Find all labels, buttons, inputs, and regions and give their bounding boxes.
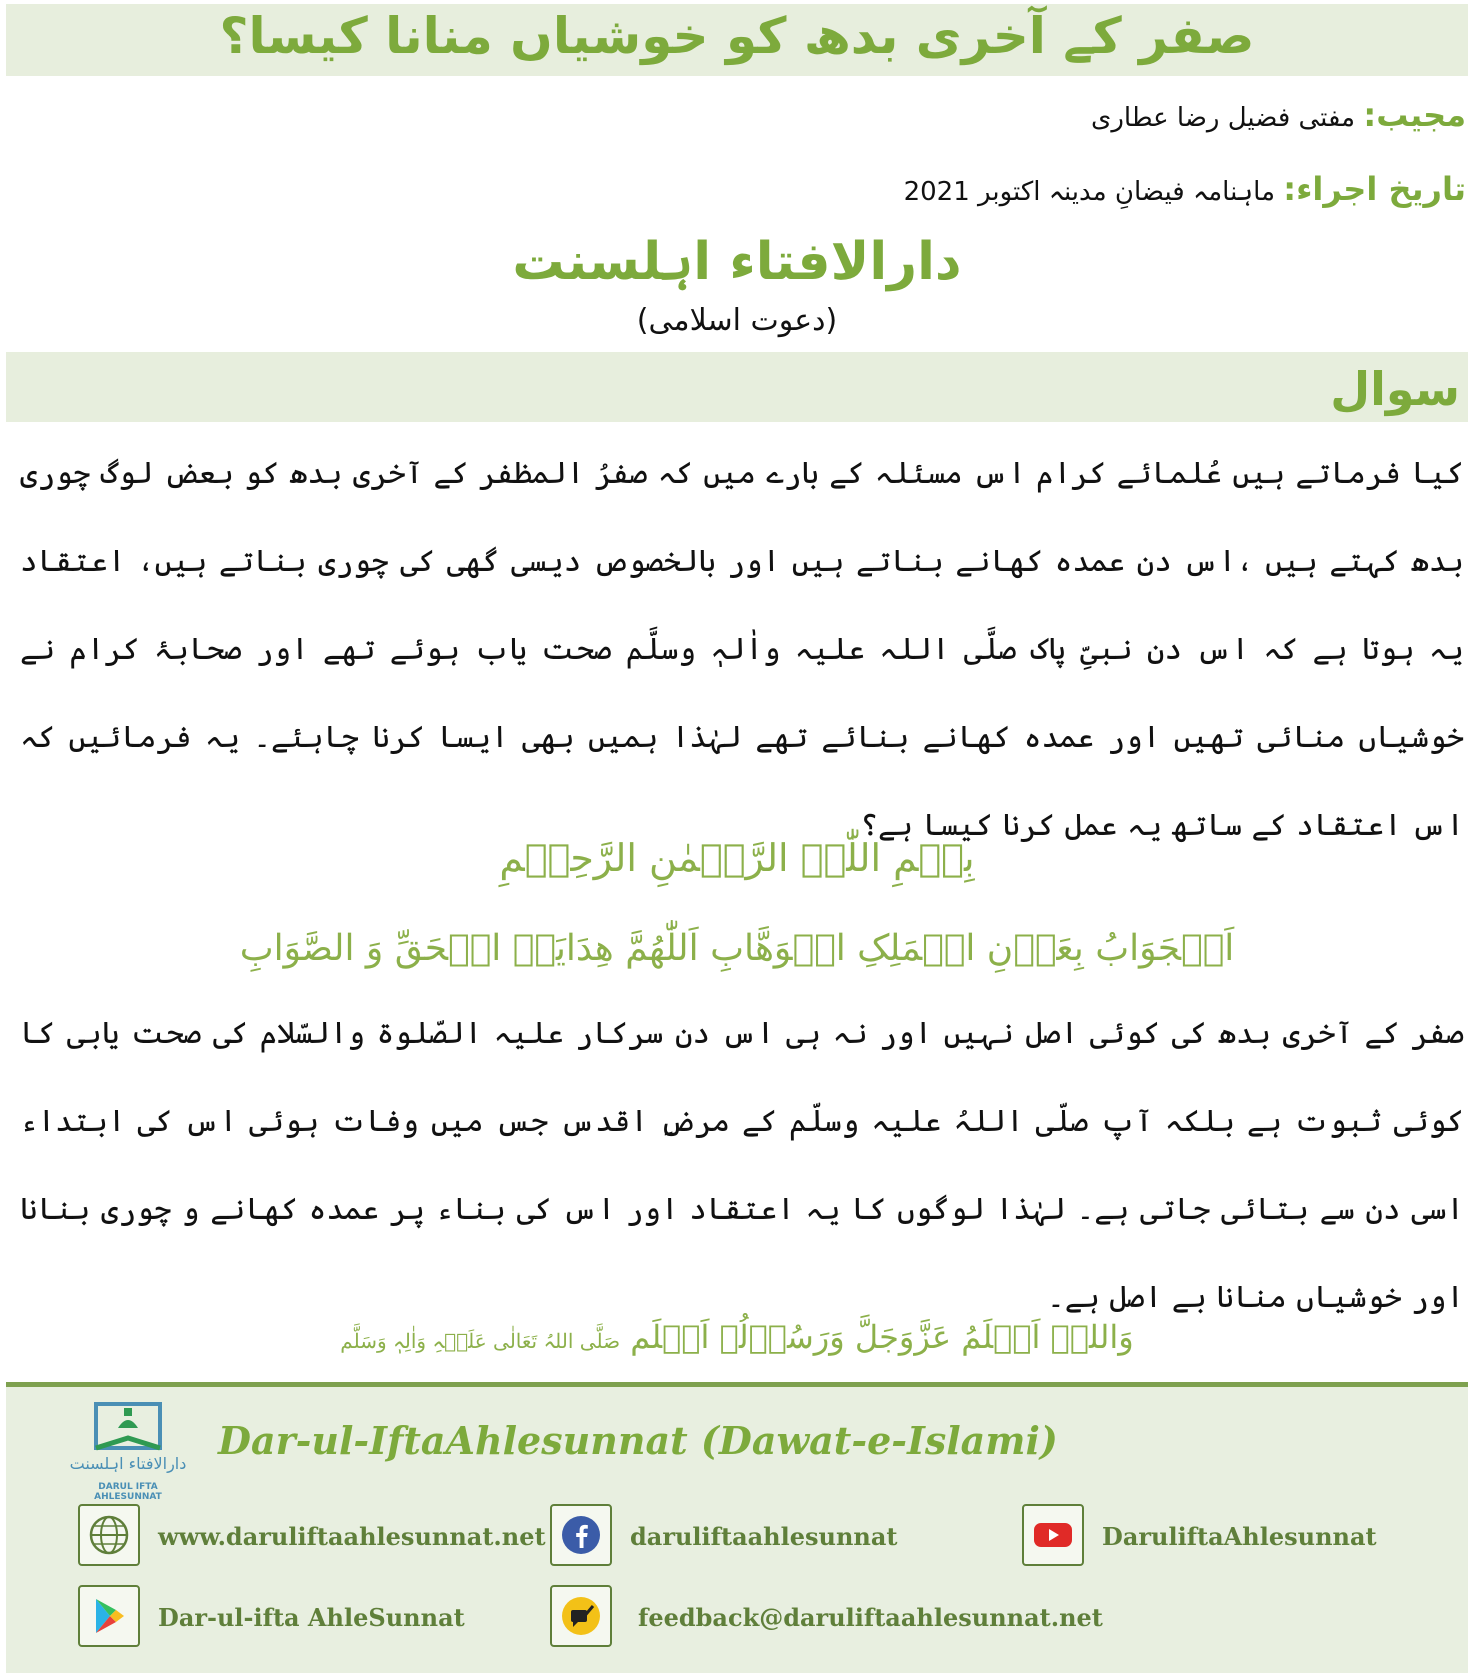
organization-sub: (دعوت اسلامی)	[636, 303, 838, 338]
feedback-button[interactable]	[550, 1585, 612, 1647]
question-band	[6, 352, 1468, 422]
mujeeb-value: مفتی فضیل رضا عطاری	[1090, 103, 1356, 133]
logo	[66, 1398, 190, 1502]
playstore-button[interactable]	[78, 1585, 140, 1647]
question-heading: سوال	[1330, 362, 1460, 416]
feedback-icon	[560, 1595, 602, 1637]
closing-main: وَاللہُ اَعۡلَمُ عَزَّوَجَلَّ وَرَسُوۡلُہ اَعۡلَم	[630, 1318, 1134, 1356]
answer-text: صفر کے آخری بدھ کی کوئی اصل نہیں اور نہ ہی اس دن سرکار علیہ الصّلوۃ والسّلام کی صحت یابی کا کوئی ثبوت ہے بلکہ آپ صلّی اللہُ علیہ وسلّم کے مرضِ اقدس جس میں وفات ہوئی اس کی ابتداء اسی دن سے بتائی جاتی ہے۔ لہٰذا لوگوں کا یہ اعتقاد اور اس کی بناء پر عمدہ کھانے و چوری بنانا اور خوشیاں منانا بے اصل ہے۔	[20, 1016, 1464, 1315]
youtube-button[interactable]	[1022, 1504, 1084, 1566]
website-link[interactable]: www.daruliftaahlesunnat.net	[158, 1522, 546, 1551]
play-store-icon	[88, 1595, 130, 1637]
date-value: ماہنامہ فیضانِ مدینہ اکتوبر 2021	[903, 177, 1275, 207]
date-label: تاریخ اجراء:	[1283, 170, 1466, 208]
facebook-icon	[560, 1514, 602, 1556]
question-text: کیا فرماتے ہیں عُلمائے کرام اس مسئلہ کے بارے میں کہ صفرُ المظفر کے آخری بدھ کو بعض لوگ چوری بدھ کہتے ہیں ،اس دن عمدہ کھانے بناتے ہیں اور بالخصوص دیسی گھی کی چوری بناتے ہیں، اعتقاد یہ ہوتا ہے کہ اس دن نبیِّ پاک صلَّی اللہ علیہ واٰلہٖ وسلَّم صحت یاب ہوئے تھے اور صحابۂ کرام نے خوشیاں منائی تھیں اور عمدہ کھانے بنائے تھے لہٰذا ہمیں بھی ایسا کرنا چاہئے۔ یہ فرمائیں کہ اس اعتقاد کے ساتھ یہ عمل کرنا کیسا ہے؟	[20, 456, 1464, 843]
youtube-link[interactable]: DaruliftaAhlesunnat	[1102, 1522, 1377, 1551]
website-button[interactable]	[78, 1504, 140, 1566]
youtube-icon	[1032, 1514, 1074, 1556]
bismillah: بِسۡمِ اللّٰہِ الرَّحۡمٰنِ الرَّحِیۡمِ	[499, 836, 975, 880]
brand-name: Dar-ul-IftaAhlesunnat (Dawat-e-Islami)	[218, 1418, 1058, 1463]
mujeeb-label: مجیب:	[1363, 96, 1466, 134]
page-title: صفر کے آخری بدھ کو خوشیاں منانا کیسا؟	[219, 7, 1255, 65]
closing-small: صَلَّی اللہُ تَعَالٰی عَلَیۡہِ وَاٰلِہٖ وَسَلَّم	[340, 1329, 621, 1353]
mujeeb-line	[1091, 96, 1466, 134]
closing-line	[0, 1318, 1474, 1356]
playstore-link[interactable]: Dar-ul-ifta AhleSunnat	[158, 1603, 465, 1632]
date-line	[904, 170, 1466, 208]
organization-name: دارالافتاء اہلسنت	[512, 232, 962, 292]
logo-caption: DARUL IFTA AHLESUNNAT	[94, 1482, 162, 1502]
logo-text: دارالافتاء اہلسنت	[69, 1454, 187, 1473]
feedback-link[interactable]: feedback@daruliftaahlesunnat.net	[638, 1603, 1103, 1632]
facebook-link[interactable]: daruliftaahlesunnat	[630, 1522, 898, 1551]
facebook-button[interactable]	[550, 1504, 612, 1566]
answer-opening: اَلۡجَوَابُ بِعَوۡنِ الۡمَلِکِ الۡوَھَّابِ اَللّٰھُمَّ ھِدَایَۃَ الۡحَقِّ وَ الصَّوَابِ	[239, 928, 1235, 969]
globe-icon	[88, 1514, 130, 1556]
